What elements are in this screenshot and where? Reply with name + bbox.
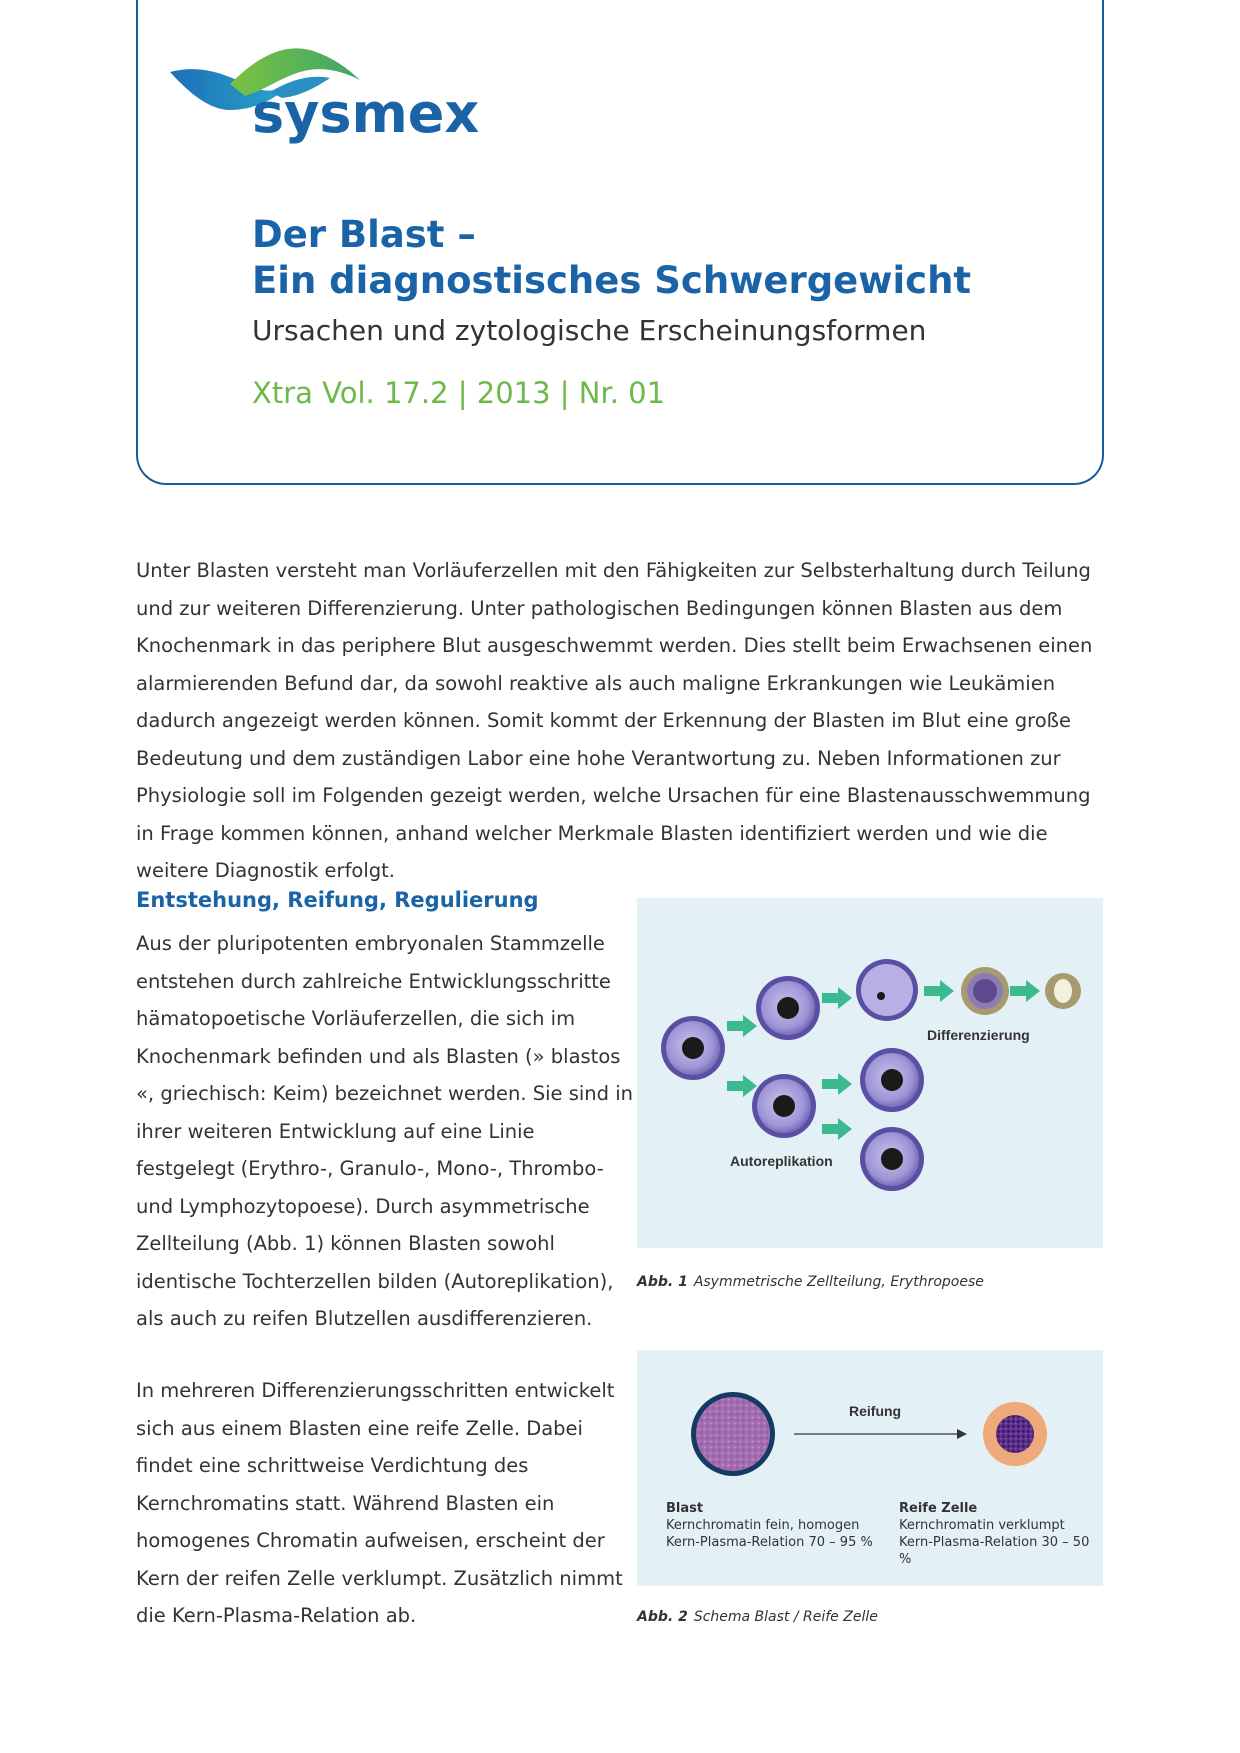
figure-1-illustration xyxy=(637,898,1103,1248)
mature-legend-line1: Kernchromatin verklumpt xyxy=(899,1518,1065,1533)
figure-2-caption xyxy=(637,1609,878,1625)
mature-legend-line2: Kern-Plasma-Relation 30 – 50 % xyxy=(899,1535,1090,1567)
arrow-3 xyxy=(822,987,852,1009)
mature-legend xyxy=(899,1500,1103,1568)
section-paragraph-1: Aus der pluripotenten embryonalen Stammzelle entstehen durch zahlreiche Entwicklungsschritte hämatopoetische Vorläuferzellen, die sich im Knochenmark befinden und als Blasten (» blastos «, griechisch: Keim) bezeichnet werden. Sie sind in ihrer weiteren Entwicklung auf eine Linie festgelegt (Erythro-, Granulo-, Mono-, Thrombo- und Lymphozytopoese). Durch asymmetrische Zellteilung (Abb. 1) können Blasten sowohl identische Tochterzellen bilden (Autoreplikation), als auch zu reifen Blutzellen ausdifferenzieren. xyxy=(136,932,634,1330)
figure-1-caption-number: Abb. 1 xyxy=(637,1274,688,1290)
blast-legend-line1: Kernchromatin fein, homogen xyxy=(666,1518,860,1533)
figure-2 xyxy=(637,1350,1103,1586)
mature-legend-title: Reife Zelle xyxy=(899,1501,978,1516)
sysmex-logo-text: sysmex xyxy=(252,82,480,145)
cell-1 xyxy=(661,1016,725,1080)
figure-2-caption-number: Abb. 2 xyxy=(637,1609,688,1625)
arrow-2 xyxy=(727,1075,757,1097)
cell-8 xyxy=(860,1127,924,1191)
arrow-5 xyxy=(1010,980,1040,1002)
label-autoreplikation: Autoreplikation xyxy=(730,1153,833,1169)
label-reifung: Reifung xyxy=(849,1403,902,1419)
cell-2 xyxy=(756,976,820,1040)
arrow-7 xyxy=(822,1118,852,1140)
reifung-arrow-head xyxy=(957,1429,967,1439)
arrow-4 xyxy=(924,980,954,1002)
cell-3 xyxy=(752,1074,816,1138)
blast-legend-line2: Kern-Plasma-Relation 70 – 95 % xyxy=(666,1535,873,1550)
cell-5 xyxy=(961,967,1009,1015)
page-title-line2: Ein diagnostisches Schwergewicht xyxy=(252,259,972,302)
page-subtitle: Ursachen und zytologische Erscheinungsformen xyxy=(252,314,927,347)
figure-2-caption-text: Schema Blast / Reife Zelle xyxy=(693,1609,878,1625)
section-heading: Entstehung, Reifung, Regulierung xyxy=(136,888,539,912)
page-title-line1: Der Blast – xyxy=(252,213,476,256)
label-differenzierung: Differenzierung xyxy=(927,1027,1030,1043)
blast-cell xyxy=(691,1392,775,1476)
figure-1-caption xyxy=(637,1274,984,1290)
figure-1-caption-text: Asymmetrische Zellteilung, Erythropoese xyxy=(693,1274,984,1290)
cell-7 xyxy=(860,1048,924,1112)
arrow-1 xyxy=(727,1015,757,1037)
intro-paragraph: Unter Blasten versteht man Vorläuferzellen mit den Fähigkeiten zur Selbsterhaltung durch Teilung und zur weiteren Differenzierung. Unter pathologischen Bedingungen können Blasten aus dem Knochenmark in das periphere Blut ausgeschwemmt werden. Dies stellt beim Erwachsenen einen alarmierenden Befund dar, da sowohl reaktive als auch maligne Erkrankungen wie Leukämien dadurch angezeigt werden können. Somit kommt der Erkennung der Blasten im Blut eine große Bedeutung und dem zuständigen Labor eine hohe Verantwortung zu. Neben Informationen zur Physiologie soll im Folgenden gezeigt werden, welche Ursachen für eine Blastenausschwemmung in Frage kommen können, anhand welcher Merkmale Blasten identifiziert werden und wie die weitere Diagnostik erfolgt. xyxy=(136,559,1093,882)
arrow-6 xyxy=(822,1073,852,1095)
figure-1 xyxy=(637,898,1103,1248)
issue-info: Xtra Vol. 17.2 | 2013 | Nr. 01 xyxy=(252,376,666,410)
blast-legend xyxy=(666,1500,873,1551)
cell-6 xyxy=(1045,973,1081,1009)
cell-4 xyxy=(856,959,918,1021)
section-paragraph-2: In mehreren Differenzierungsschritten entwickelt sich aus einem Blasten eine reife Zelle. Dabei findet eine schrittweise Verdichtung des Kernchromatins statt. Während Blasten ein homogenes Chromatin aufweisen, erscheint der Kern der reifen Zelle verklumpt. Zusätzlich nimmt die Kern-Plasma-Relation ab. xyxy=(136,1379,623,1627)
mature-cell xyxy=(983,1402,1047,1466)
blast-legend-title: Blast xyxy=(666,1501,704,1516)
